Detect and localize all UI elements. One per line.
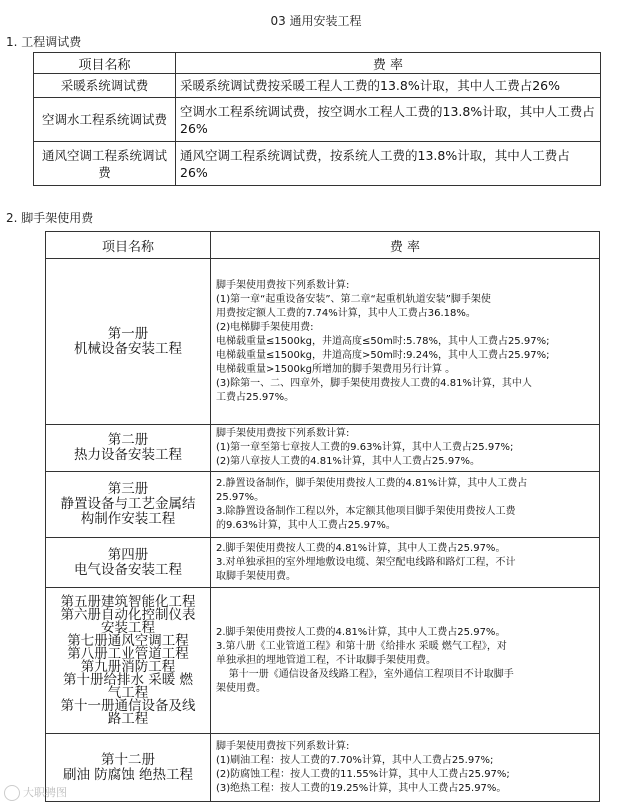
row-name-line: 第一册	[107, 325, 149, 342]
table-row	[46, 538, 600, 588]
row-name-line: 第十册给排水 采暖 燃	[62, 671, 194, 688]
table-row	[46, 425, 600, 472]
row-name-line: 安装工程	[101, 619, 155, 636]
row-name-line: 静置设备与工艺金属结	[60, 496, 196, 512]
rate-line: 3.除静置设备制作工程以外，本定额其他项目脚手架使用费按人工费	[216, 505, 516, 517]
row-name-line: 第十一册通信设备及线	[60, 697, 196, 714]
page-title: 03 通用安装工程	[270, 14, 362, 28]
watermark	[4, 784, 67, 801]
table-row	[34, 98, 601, 142]
rate-line: 2.脚手架使用费按人工费的4.81%计算，其中人工费占25.97%。	[216, 542, 506, 554]
rate-line: 3.第八册《工业管道工程》和第十册《给排水 采暖 燃气工程》，对	[216, 640, 507, 652]
table-row	[46, 259, 600, 425]
rate-line: 脚手架使用费按下列系数计算:	[216, 428, 350, 439]
rate-line: (1)第一章至第七章按人工费的9.63%计算，其中人工费占25.97%;	[216, 442, 514, 453]
rate-line: (1)第一章“起重设备安装”、第二章“起重机轨道安装”脚手架使	[216, 293, 491, 305]
row-rate: 采暖系统调试费按采暖工程人工费的13.8%计取，其中人工费占26%	[176, 74, 601, 98]
row-name	[46, 734, 211, 802]
commissioning-fee-table	[33, 52, 601, 186]
row-rate: 通风空调工程系统调试费，按系统人工费的13.8%计取，其中人工费占26%	[176, 142, 601, 186]
rate-line: (2)电梯脚手架使用费:	[216, 321, 314, 333]
row-name-line: 刷油 防腐蚀 绝热工程	[62, 766, 194, 783]
rate-line: (2)防腐蚀工程：按人工费的11.55%计算，其中人工费占25.97%;	[216, 768, 510, 780]
rate-line: 脚手架使用费按下列系数计算:	[216, 740, 350, 752]
row-name: 采暖系统调试费	[34, 74, 176, 98]
table-row	[34, 142, 601, 186]
row-rate	[211, 588, 600, 734]
column-header-rate: 费 率	[176, 53, 601, 74]
rate-line: 电梯载重量≤1500kg，井道高度≤50m时:5.78%，其中人工费占25.97%;	[216, 335, 550, 347]
rate-line: 25.97%。	[216, 491, 265, 503]
rate-line: 第十一册《通信设备及线路工程》，室外通信工程项目不计取脚手	[216, 668, 514, 680]
rate-line: (1)刷油工程：按人工费的7.70%计算，其中人工费占25.97%;	[216, 754, 494, 766]
column-header-name: 项目名称	[46, 232, 211, 259]
section-heading-commissioning: 1. 工程调试费	[6, 35, 82, 49]
row-name-line: 第三册	[107, 481, 149, 497]
row-name	[46, 472, 211, 538]
rate-line: 脚手架使用费按下列系数计算:	[216, 279, 350, 291]
row-rate: 空调水工程系统调试费，按空调水工程人工费的13.8%计取，其中人工费占26%	[176, 98, 601, 142]
rate-line: (3)除第一、二、四章外，脚手架使用费按人工费的4.81%计算，其中人	[216, 377, 532, 389]
row-name-line: 第七册通风空调工程	[67, 632, 189, 649]
row-name-line: 热力设备安装工程	[74, 447, 182, 463]
watermark-text: 大职骋图	[23, 786, 67, 799]
rate-line: (3)绝热工程：按人工费的19.25%计算，其中人工费占25.97%。	[216, 782, 507, 794]
row-rate	[211, 472, 600, 538]
row-rate	[211, 425, 600, 472]
table-header-row	[46, 232, 600, 259]
rate-line: 单独承担的埋地管道工程，不计取脚手架使用费。	[216, 654, 436, 666]
row-name-line: 第二册	[107, 432, 149, 448]
row-name-line: 气工程	[107, 684, 149, 701]
row-name-line: 第十二册	[101, 751, 155, 768]
rate-line: 3.对单独承担的室外埋地敷设电缆、架空配电线路和路灯工程，不计	[216, 556, 516, 568]
rate-line: 架使用费。	[216, 682, 266, 694]
table-row	[34, 74, 601, 98]
column-header-rate: 费 率	[211, 232, 600, 259]
column-header-name: 项目名称	[34, 53, 176, 74]
row-name	[46, 425, 211, 472]
rate-line: 2.脚手架使用费按人工费的4.81%计算，其中人工费占25.97%。	[216, 626, 506, 638]
row-name-line: 第六册自动化控制仪表	[60, 606, 196, 623]
table-row	[46, 734, 600, 802]
table-header-row	[34, 53, 601, 74]
row-name-line: 路工程	[107, 710, 149, 727]
rate-line: 电梯载重量>1500kg所增加的脚手架费用另行计算 。	[216, 363, 456, 375]
rate-line: 用费按定额人工费的7.74%计算，其中人工费占36.18%。	[216, 307, 476, 319]
table-row	[46, 472, 600, 538]
watermark-logo-icon	[4, 785, 20, 801]
rate-line: 电梯载重量≤1500kg，井道高度>50m时:9.24%，其中人工费占25.97%;	[216, 349, 550, 361]
section-heading-scaffolding: 2. 脚手架使用费	[6, 211, 94, 225]
scaffolding-fee-table	[45, 231, 600, 802]
row-name-line: 第八册工业管道工程	[67, 645, 189, 662]
row-name-line: 第四册	[107, 546, 149, 563]
rate-line: 取脚手架使用费。	[216, 570, 296, 582]
rate-line: 工费占25.97%。	[216, 391, 295, 403]
row-name-line: 第九册消防工程	[80, 658, 176, 675]
row-name-line: 机械设备安装工程	[74, 340, 182, 357]
rate-line: 的9.63%计算，其中人工费占25.97%。	[216, 519, 396, 531]
row-name-line: 电气设备安装工程	[74, 561, 182, 578]
row-name: 通风空调工程系统调试费	[34, 142, 176, 186]
row-name: 空调水工程系统调试费	[34, 98, 176, 142]
row-rate	[211, 259, 600, 425]
row-name	[46, 538, 211, 588]
row-name-line: 构制作安装工程	[80, 511, 176, 527]
row-name-line: 第五册建筑智能化工程	[60, 593, 196, 610]
row-rate	[211, 734, 600, 802]
rate-line: 2.静置设备制作，脚手架使用费按人工费的4.81%计算，其中人工费占	[216, 477, 528, 489]
rate-line: (2)第八章按人工费的4.81%计算，其中人工费占25.97%。	[216, 456, 481, 467]
table-row	[46, 588, 600, 734]
row-name	[46, 588, 211, 734]
row-rate	[211, 538, 600, 588]
row-name	[46, 259, 211, 425]
